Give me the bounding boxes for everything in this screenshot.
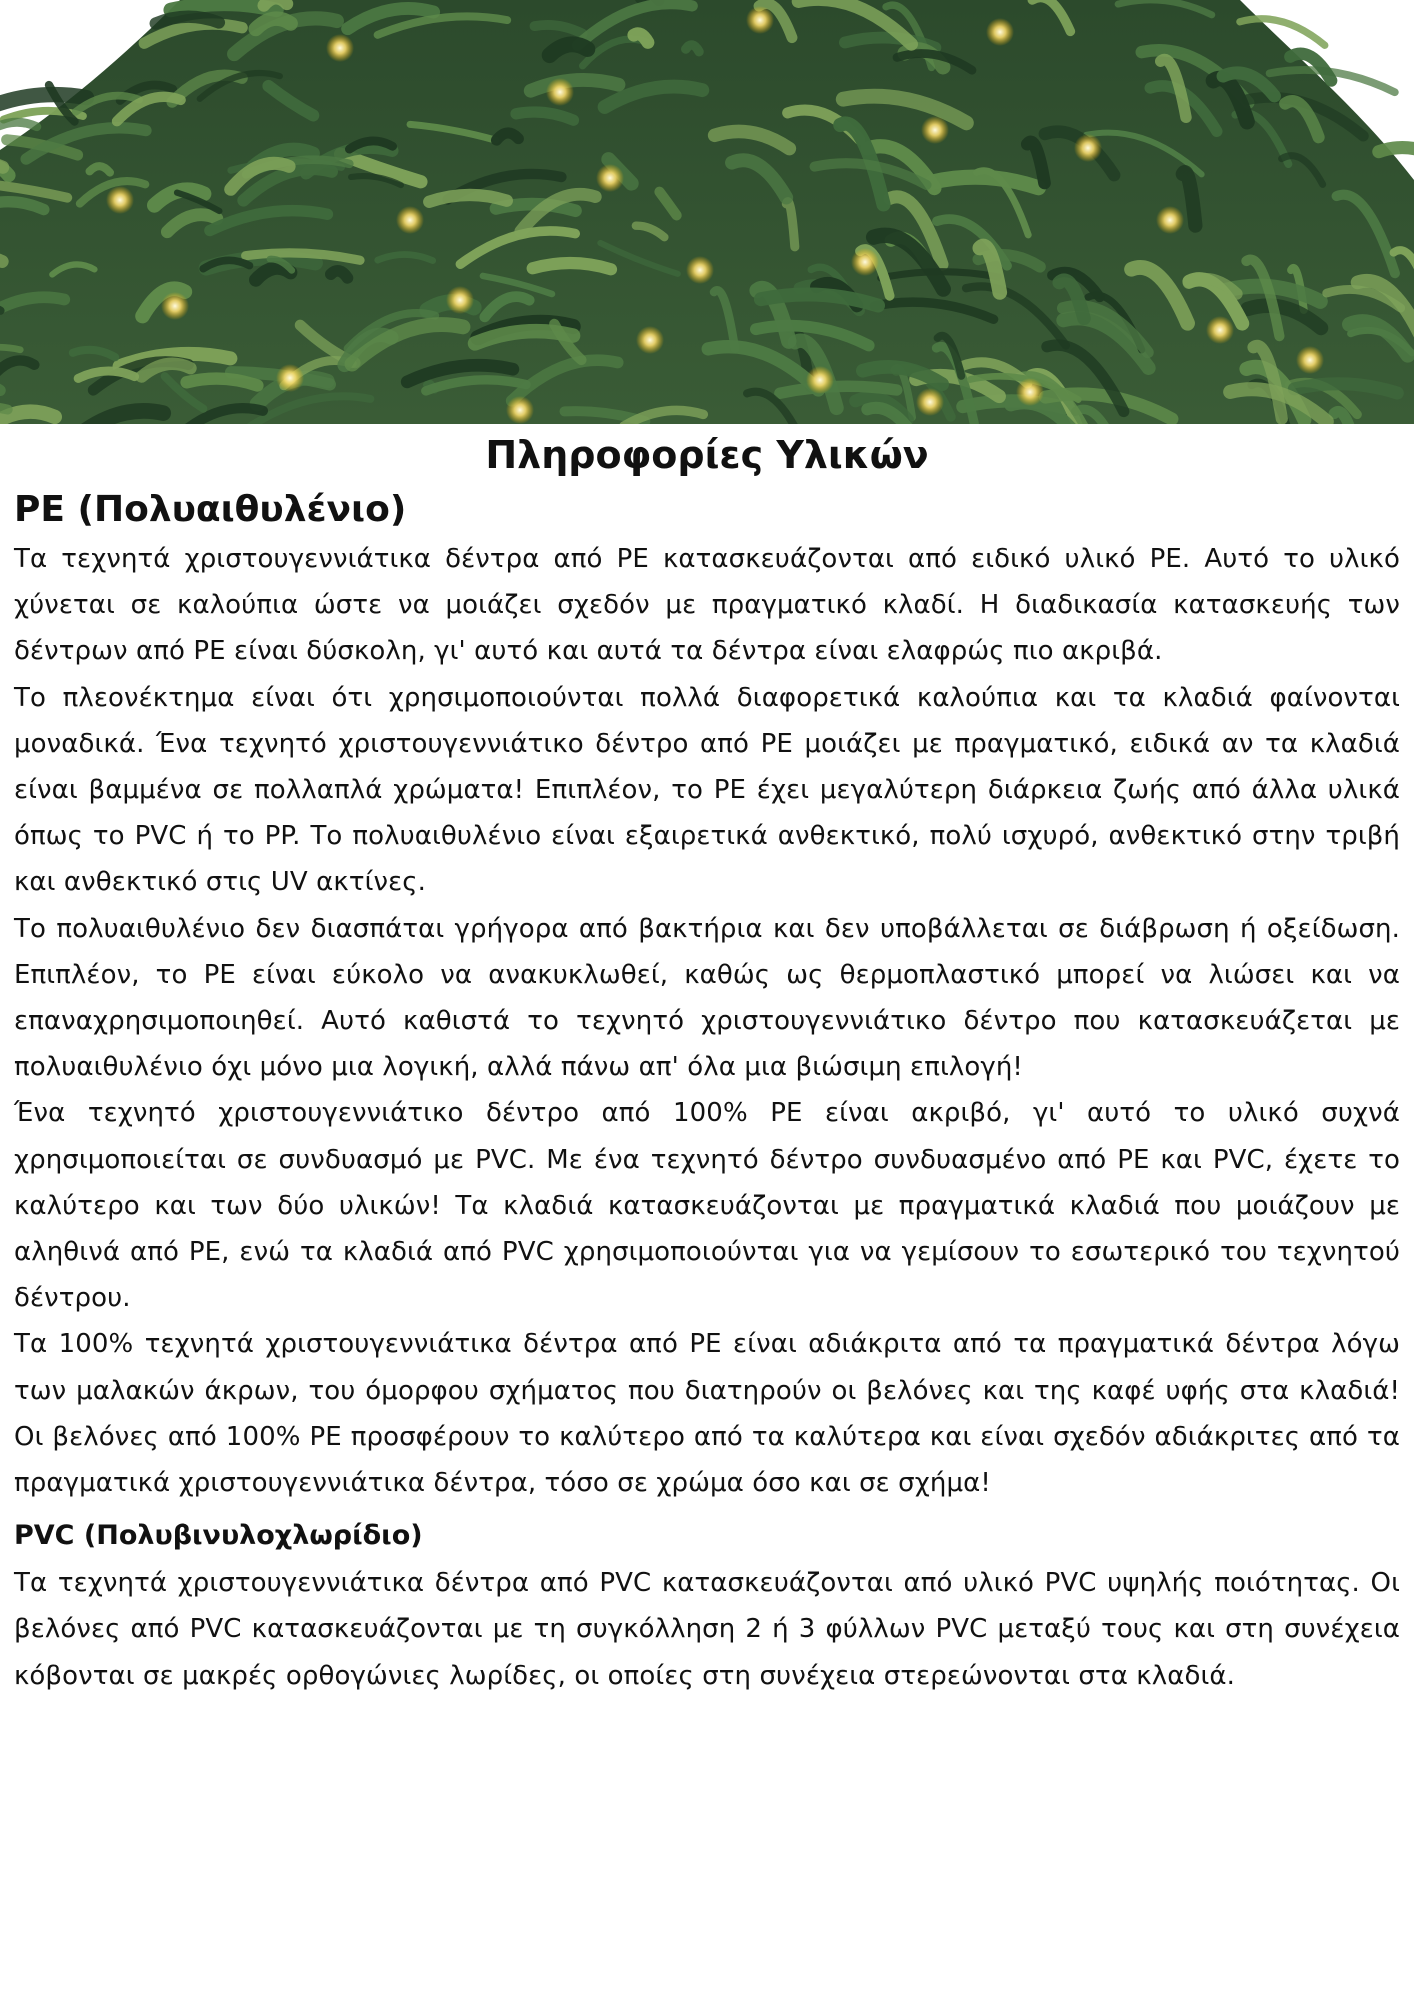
section-heading-pvc: PVC (Πολυβινυλοχλωρίδιο) bbox=[14, 1520, 423, 1552]
pe-paragraph-4: Ένα τεχνητό χριστουγεννιάτικο δέντρο από 100% PE είναι ακριβό, γι' αυτό το υλικό συχνά χρησιμοποιείται σε συνδυασμό με PVC. Με ένα τεχνητό δέντρο συνδυασμένο από PE και PVC, έχετε το καλύτερο και των δύο υλικών! Τα κλαδιά κατασκευάζονται με πραγματικά κλαδιά που μοιάζουν με αληθινά από PE, ενώ τα κλαδιά από PVC χρησιμοποιούνται για να γεμίσουν το εσωτερικό του τεχνητού δέντρου. bbox=[14, 1098, 1400, 1314]
pvc-paragraph-1: Τα τεχνητά χριστουγεννιάτικα δέντρα από PVC κατασκευάζονται από υλικό PVC υψηλής ποιότητας. Οι βελόνες από PVC κατασκευάζονται με τη συγκόλληση 2 ή 3 φύλλων PVC μεταξύ τους και στη συνέχεια κόβονται σε μακρές ορθογώνιες λωρίδες, οι οποίες στη συνέχεια στερεώνονται στα κλαδιά. bbox=[14, 1568, 1400, 1691]
light-bulb bbox=[916, 388, 944, 416]
pe-paragraph-5: Τα 100% τεχνητά χριστουγεννιάτικα δέντρα από PE είναι αδιάκριτα από τα πραγματικά δέντρα λόγω των μαλακών άκρων, του όμορφου σχήματος που διατηρούν οι βελόνες και της καφέ υφής στα κλαδιά! Οι βελόνες από 100% PE προσφέρουν το καλύτερο από τα καλύτερα και είναι σχεδόν αδιάκριτες από τα πραγματικά χριστουγεννιάτικα δέντρα, τόσο σε χρώμα όσο και σε σχήμα! bbox=[14, 1329, 1400, 1499]
light-bulb bbox=[161, 292, 189, 320]
section-heading-pe: PE (Πολυαιθυλένιο) bbox=[14, 489, 407, 530]
light-bulb bbox=[746, 6, 774, 34]
light-bulb bbox=[1074, 134, 1102, 162]
branch bbox=[533, 263, 611, 269]
pe-paragraph-2: Το πλεονέκτημα είναι ότι χρησιμοποιούνται πολλά διαφορετικά καλούπια και τα κλαδιά φαίνονται μοναδικά. Ένα τεχνητό χριστουγεννιάτικο δέντρο από PE μοιάζει με πραγματικό, ειδικά αν τα κλαδιά είναι βαμμένα σε πολλαπλά χρώματα! Επιπλέον, το PE έχει μεγαλύτερη διάρκεια ζωής από άλλα υλικά όπως το PVC ή το PP. Το πολυαιθυλένιο είναι εξαιρετικά ανθεκτικό, πολύ ισχυρό, ανθεκτικό στην τριβή και ανθεκτικό στις UV ακτίνες. bbox=[14, 682, 1400, 898]
light-bulb bbox=[396, 206, 424, 234]
branch bbox=[331, 271, 348, 278]
light-bulb bbox=[546, 78, 574, 106]
christmas-tree-photo bbox=[0, 0, 1414, 424]
page-title: Πληροφορίες Υλικών bbox=[485, 433, 929, 477]
document-body bbox=[14, 424, 1400, 1699]
branch bbox=[634, 34, 648, 43]
branch bbox=[156, 17, 219, 24]
light-bulb bbox=[596, 164, 624, 192]
light-bulb bbox=[986, 18, 1014, 46]
branch bbox=[187, 379, 258, 386]
pe-paragraph-1: Τα τεχνητά χριστουγεννιάτικα δέντρα από PE κατασκευάζονται από ειδικό υλικό PE. Αυτό το υλικό χύνεται σε καλούπια ώστε να μοιάζει σχεδόν με πραγματικό κλαδί. Η διαδικασία κατασκευής των δέντρων από PE είναι δύσκολη, γι' αυτό και αυτά τα δέντρα είναι ελαφρώς πιο ακριβά. bbox=[14, 544, 1400, 667]
light-bulb bbox=[506, 396, 534, 424]
light-bulb bbox=[446, 286, 474, 314]
light-bulb bbox=[1206, 316, 1234, 344]
light-bulb bbox=[851, 248, 879, 276]
light-bulb bbox=[276, 364, 304, 392]
light-bulb bbox=[1156, 206, 1184, 234]
light-bulb bbox=[686, 256, 714, 284]
light-bulb bbox=[1016, 378, 1044, 406]
branch bbox=[0, 161, 3, 167]
light-bulb bbox=[921, 116, 949, 144]
light-bulb bbox=[106, 186, 134, 214]
light-bulb bbox=[636, 326, 664, 354]
light-bulb bbox=[806, 366, 834, 394]
light-bulb bbox=[1296, 346, 1324, 374]
pe-paragraph-3: Το πολυαιθυλένιο δεν διασπάται γρήγορα από βακτήρια και δεν υποβάλλεται σε διάβρωση ή οξείδωση. Επιπλέον, το PE είναι εύκολο να ανακυκλωθεί, καθώς ως θερμοπλαστικό μπορεί να λιώσει και να επαναχρησιμοποιηθεί. Αυτό καθιστά το τεχνητό χριστουγεννιάτικο δέντρο που κατασκευάζεται με πολυαιθυλένιο όχι μόνο μια λογική, αλλά πάνω απ' όλα μια βιώσιμη επιλογή! bbox=[14, 913, 1400, 1083]
branch bbox=[429, 195, 507, 202]
light-bulb bbox=[326, 34, 354, 62]
